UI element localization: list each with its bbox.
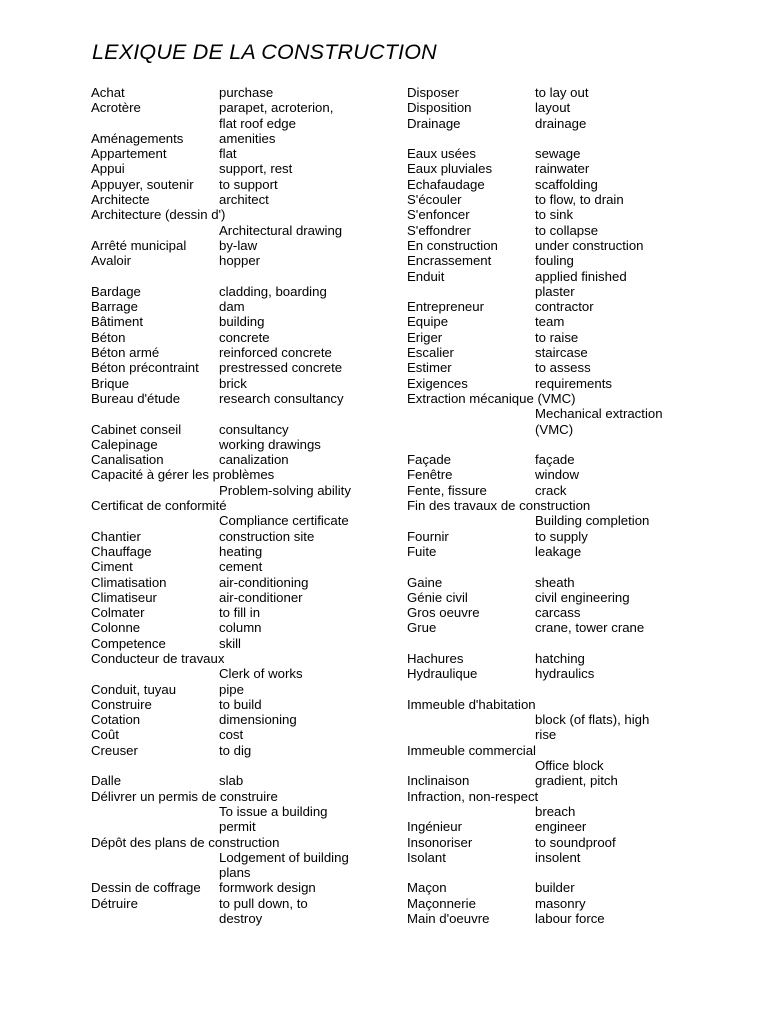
glossary-line <box>91 498 411 513</box>
glossary-line <box>91 223 411 238</box>
glossary-line <box>91 911 411 926</box>
english-translation: Clerk of works <box>219 666 303 682</box>
english-translation: working drawings <box>219 436 321 452</box>
english-translation: brick <box>219 375 247 391</box>
french-term: Eaux pluviales <box>407 161 493 177</box>
glossary-line <box>407 330 727 345</box>
french-term: Fournir <box>407 528 449 544</box>
french-term: Bâtiment <box>91 314 144 330</box>
french-term: Arrêté municipal <box>91 237 187 253</box>
glossary-line <box>407 177 727 192</box>
section-gap <box>91 406 411 421</box>
glossary-line <box>91 360 411 375</box>
french-term: Encrassement <box>407 253 492 269</box>
glossary-column-right <box>407 85 727 926</box>
french-term: Isolant <box>407 849 446 865</box>
french-term: S'enfoncer <box>407 207 470 223</box>
glossary-line <box>91 682 411 697</box>
glossary-line <box>91 437 411 452</box>
glossary-line <box>91 666 411 681</box>
glossary-line <box>407 835 727 850</box>
french-term: Béton <box>91 329 126 345</box>
english-translation: façade <box>535 452 575 468</box>
glossary-line <box>91 697 411 712</box>
english-translation: requirements <box>535 375 612 391</box>
english-translation: pipe <box>219 681 244 697</box>
french-term: Climatisation <box>91 574 167 590</box>
english-translation: rainwater <box>535 161 590 177</box>
english-translation: research consultancy <box>219 390 344 406</box>
french-term: Exigences <box>407 375 468 391</box>
glossary-line <box>407 284 727 299</box>
glossary-line <box>407 314 727 329</box>
english-translation: skill <box>219 635 241 651</box>
french-term: Disposition <box>407 100 472 116</box>
glossary-line <box>91 620 411 635</box>
glossary-line <box>407 697 727 712</box>
english-translation: hatching <box>535 650 585 666</box>
english-translation: leakage <box>535 543 582 559</box>
english-translation: construction site <box>219 528 315 544</box>
english-translation: to collapse <box>535 222 599 238</box>
glossary-line <box>91 513 411 528</box>
french-term: S'effondrer <box>407 222 471 238</box>
glossary-line <box>91 544 411 559</box>
glossary-line <box>407 804 727 819</box>
glossary-line <box>407 880 727 895</box>
glossary-line <box>91 773 411 788</box>
glossary-line <box>407 911 727 926</box>
glossary-line <box>91 314 411 329</box>
glossary-line <box>91 146 411 161</box>
glossary-line <box>91 330 411 345</box>
glossary-line <box>407 575 727 590</box>
french-term: Colmater <box>91 605 145 621</box>
french-term: Avaloir <box>91 253 132 269</box>
glossary-line <box>407 590 727 605</box>
glossary-line <box>407 620 727 635</box>
french-term: Competence <box>91 635 166 651</box>
glossary-line <box>407 896 727 911</box>
english-translation: destroy <box>219 911 263 927</box>
english-translation: To issue a building <box>219 803 328 819</box>
english-translation: to dig <box>219 742 252 758</box>
french-term: Inclinaison <box>407 773 470 789</box>
english-translation: scaffolding <box>535 176 598 192</box>
section-gap <box>407 559 727 574</box>
french-term: Béton armé <box>91 345 160 361</box>
french-term: Enduit <box>407 268 445 284</box>
french-term: Aménagements <box>91 130 184 146</box>
french-term: Eaux usées <box>407 146 476 162</box>
glossary-line <box>91 238 411 253</box>
glossary-line <box>407 819 727 834</box>
french-term: Colonne <box>91 620 141 636</box>
english-translation: canalization <box>219 452 289 468</box>
glossary-line <box>91 100 411 115</box>
english-translation: reinforced concrete <box>219 345 332 361</box>
french-term: Certificat de conformité <box>91 498 227 514</box>
glossary-line <box>91 299 411 314</box>
glossary-line <box>91 727 411 742</box>
glossary-line <box>407 850 727 865</box>
french-term: Insonoriser <box>407 834 473 850</box>
glossary-line <box>407 146 727 161</box>
english-translation: to build <box>219 696 262 712</box>
english-translation: heating <box>219 543 263 559</box>
glossary-line <box>91 345 411 360</box>
english-translation: dimensioning <box>219 712 297 728</box>
glossary-line <box>91 819 411 834</box>
glossary-line <box>91 636 411 651</box>
glossary-line <box>91 743 411 758</box>
french-term: Gros oeuvre <box>407 605 480 621</box>
english-translation: Building completion <box>535 513 650 529</box>
french-term: Ingénieur <box>407 819 462 835</box>
french-term: Echafaudage <box>407 176 485 192</box>
english-translation: Compliance certificate <box>219 513 349 529</box>
glossary-line <box>91 605 411 620</box>
glossary-line <box>91 376 411 391</box>
english-translation: to sink <box>535 207 574 223</box>
english-translation: amenities <box>219 130 276 146</box>
french-term: Hachures <box>407 650 464 666</box>
glossary-line <box>407 269 727 284</box>
english-translation: (VMC) <box>535 421 574 437</box>
section-gap <box>407 131 727 146</box>
french-term: Entrepreneur <box>407 299 484 315</box>
french-term: Appuyer, soutenir <box>91 176 194 192</box>
french-term: Canalisation <box>91 452 164 468</box>
glossary-line <box>407 223 727 238</box>
glossary-line <box>91 712 411 727</box>
french-term: Détruire <box>91 895 138 911</box>
glossary-line <box>407 85 727 100</box>
glossary-line <box>91 865 411 880</box>
french-term: Façade <box>407 452 451 468</box>
french-term: Chantier <box>91 528 141 544</box>
english-translation: dam <box>219 299 245 315</box>
french-term: S'écouler <box>407 192 462 208</box>
french-term: Fente, fissure <box>407 482 487 498</box>
french-term: Escalier <box>407 345 454 361</box>
glossary-line <box>407 529 727 544</box>
glossary-line <box>91 835 411 850</box>
english-translation: sheath <box>535 574 575 590</box>
glossary-line <box>407 253 727 268</box>
english-translation: plaster <box>535 283 575 299</box>
french-term: Extraction mécanique (VMC) <box>407 390 576 406</box>
french-term: Immeuble commercial <box>407 742 536 758</box>
french-term: Cotation <box>91 712 141 728</box>
english-translation: formwork design <box>219 880 316 896</box>
glossary-line <box>91 253 411 268</box>
french-term: Fuite <box>407 543 437 559</box>
glossary-line <box>91 192 411 207</box>
french-term: Ciment <box>91 559 133 575</box>
glossary-line <box>91 559 411 574</box>
english-translation: to assess <box>535 360 591 376</box>
french-term: Disposer <box>407 85 460 100</box>
english-translation: block (of flats), high <box>535 712 650 728</box>
english-translation: applied finished <box>535 268 627 284</box>
english-translation: crane, tower crane <box>535 620 645 636</box>
glossary-line <box>91 651 411 666</box>
french-term: Grue <box>407 620 437 636</box>
english-translation: parapet, acroterion, <box>219 100 334 116</box>
english-translation: contractor <box>535 299 594 315</box>
english-translation: Problem-solving ability <box>219 482 351 498</box>
english-translation: breach <box>535 803 576 819</box>
french-term: Chauffage <box>91 543 152 559</box>
english-translation: column <box>219 620 262 636</box>
english-translation: hopper <box>219 253 261 269</box>
french-term: Fin des travaux de construction <box>407 498 591 514</box>
section-gap <box>407 437 727 452</box>
english-translation: concrete <box>219 329 270 345</box>
glossary-line <box>91 590 411 605</box>
glossary-line <box>91 116 411 131</box>
glossary-line <box>407 513 727 528</box>
french-term: En construction <box>407 237 498 253</box>
english-translation: gradient, pitch <box>535 773 618 789</box>
glossary-line <box>91 896 411 911</box>
english-translation: under construction <box>535 237 644 253</box>
english-translation: consultancy <box>219 421 289 437</box>
glossary-line <box>407 498 727 513</box>
french-term: Creuser <box>91 742 138 758</box>
french-term: Appartement <box>91 146 167 162</box>
english-translation: flat roof edge <box>219 115 296 131</box>
french-term: Dessin de coffrage <box>91 880 201 896</box>
french-term: Architecte <box>91 192 150 208</box>
english-translation: plans <box>219 865 251 881</box>
glossary-line <box>407 605 727 620</box>
english-translation: hydraulics <box>535 666 595 682</box>
glossary-line <box>407 192 727 207</box>
glossary-line <box>91 804 411 819</box>
glossary-line <box>407 391 727 406</box>
english-translation: layout <box>535 100 571 116</box>
french-term: Gaine <box>407 574 443 590</box>
french-term: Cabinet conseil <box>91 421 182 437</box>
glossary-line <box>407 758 727 773</box>
english-translation: architect <box>219 192 269 208</box>
glossary-line <box>91 880 411 895</box>
english-translation: prestressed concrete <box>219 360 343 376</box>
french-term: Achat <box>91 85 125 100</box>
english-translation: Mechanical extraction <box>535 406 663 422</box>
french-term: Appui <box>91 161 125 177</box>
glossary-line <box>91 177 411 192</box>
glossary-line <box>407 743 727 758</box>
glossary-line <box>407 376 727 391</box>
glossary-line <box>407 161 727 176</box>
english-translation: cladding, boarding <box>219 283 327 299</box>
french-term: Maçon <box>407 880 447 896</box>
french-term: Climatiseur <box>91 589 157 605</box>
french-term: Equipe <box>407 314 449 330</box>
section-gap <box>407 865 727 880</box>
french-term: Conducteur de travaux <box>91 650 225 666</box>
french-term: Architecture (dessin d') <box>91 207 226 223</box>
english-translation: support, rest <box>219 161 293 177</box>
english-translation: sewage <box>535 146 581 162</box>
glossary-line <box>407 406 727 421</box>
glossary-line <box>91 483 411 498</box>
french-term: Génie civil <box>407 589 468 605</box>
glossary-line <box>91 284 411 299</box>
glossary-line <box>91 131 411 146</box>
glossary-line <box>407 207 727 222</box>
english-translation: slab <box>219 773 244 789</box>
french-term: Calepinage <box>91 436 158 452</box>
french-term: Drainage <box>407 115 461 131</box>
french-term: Acrotère <box>91 100 141 116</box>
english-translation: insolent <box>535 849 581 865</box>
glossary-line <box>91 391 411 406</box>
glossary-line <box>407 238 727 253</box>
glossary-line <box>91 207 411 222</box>
glossary-line <box>407 467 727 482</box>
english-translation: permit <box>219 819 256 835</box>
french-term: Infraction, non-respect <box>407 788 539 804</box>
french-term: Maçonnerie <box>407 895 476 911</box>
glossary-line <box>407 773 727 788</box>
english-translation: flat <box>219 146 237 162</box>
glossary-line <box>407 299 727 314</box>
french-term: Délivrer un permis de construire <box>91 788 278 804</box>
english-translation: team <box>535 314 565 330</box>
english-translation: cement <box>219 559 263 575</box>
french-term: Brique <box>91 375 130 391</box>
glossary-line <box>91 575 411 590</box>
english-translation: to fill in <box>219 605 261 621</box>
french-term: Béton précontraint <box>91 360 199 376</box>
french-term: Estimer <box>407 360 452 376</box>
french-term: Hydraulique <box>407 666 478 682</box>
english-translation: to pull down, to <box>219 895 308 911</box>
glossary-line <box>407 789 727 804</box>
english-translation: to raise <box>535 329 579 345</box>
english-translation: to lay out <box>535 85 589 100</box>
french-term: Bardage <box>91 283 141 299</box>
glossary-line <box>407 100 727 115</box>
glossary-line <box>407 651 727 666</box>
glossary-line <box>407 345 727 360</box>
glossary-column-left <box>91 85 411 926</box>
glossary-line <box>407 712 727 727</box>
english-translation: civil engineering <box>535 589 630 605</box>
english-translation: masonry <box>535 895 586 911</box>
english-translation: staircase <box>535 345 588 361</box>
english-translation: building <box>219 314 265 330</box>
french-term: Dépôt des plans de construction <box>91 834 280 850</box>
english-translation: to flow, to drain <box>535 192 624 208</box>
glossary-line <box>91 422 411 437</box>
glossary-line <box>91 161 411 176</box>
english-translation: to supply <box>535 528 588 544</box>
section-gap <box>91 269 411 284</box>
glossary-line <box>407 116 727 131</box>
section-gap <box>91 758 411 773</box>
french-term: Immeuble d'habitation <box>407 696 536 712</box>
english-translation: carcass <box>535 605 581 621</box>
english-translation: to soundproof <box>535 834 616 850</box>
english-translation: air-conditioner <box>219 589 303 605</box>
english-translation: drainage <box>535 115 587 131</box>
english-translation: labour force <box>535 911 605 927</box>
glossary-line <box>407 666 727 681</box>
page-title: LEXIQUE DE LA CONSTRUCTION <box>92 40 437 64</box>
english-translation: builder <box>535 880 575 896</box>
section-gap <box>407 682 727 697</box>
english-translation: rise <box>535 727 557 743</box>
glossary-line <box>91 529 411 544</box>
french-term: Coût <box>91 727 119 743</box>
french-term: Conduit, tuyau <box>91 681 177 697</box>
english-translation: air-conditioning <box>219 574 309 590</box>
english-translation: cost <box>219 727 244 743</box>
french-term: Eriger <box>407 329 443 345</box>
glossary-line <box>91 850 411 865</box>
glossary-line <box>91 467 411 482</box>
english-translation: fouling <box>535 253 574 269</box>
glossary-line <box>407 422 727 437</box>
english-translation: window <box>535 467 579 483</box>
french-term: Construire <box>91 696 152 712</box>
english-translation: crack <box>535 482 567 498</box>
english-translation: by-law <box>219 237 258 253</box>
section-gap <box>407 636 727 651</box>
english-translation: Lodgement of building <box>219 849 349 865</box>
english-translation: Architectural drawing <box>219 222 343 238</box>
glossary-line <box>407 544 727 559</box>
glossary-line <box>407 360 727 375</box>
glossary-line <box>407 483 727 498</box>
english-translation: purchase <box>219 85 274 100</box>
french-term: Capacité à gérer les problèmes <box>91 467 275 483</box>
english-translation: to support <box>219 176 278 192</box>
glossary-line <box>91 789 411 804</box>
glossary-line <box>407 452 727 467</box>
english-translation: engineer <box>535 819 587 835</box>
french-term: Dalle <box>91 773 122 789</box>
french-term: Barrage <box>91 299 138 315</box>
english-translation: Office block <box>535 758 604 774</box>
glossary-line <box>91 452 411 467</box>
french-term: Main d'oeuvre <box>407 911 490 927</box>
glossary-line <box>407 727 727 742</box>
french-term: Fenêtre <box>407 467 453 483</box>
glossary-line <box>91 85 411 100</box>
french-term: Bureau d'étude <box>91 390 181 406</box>
